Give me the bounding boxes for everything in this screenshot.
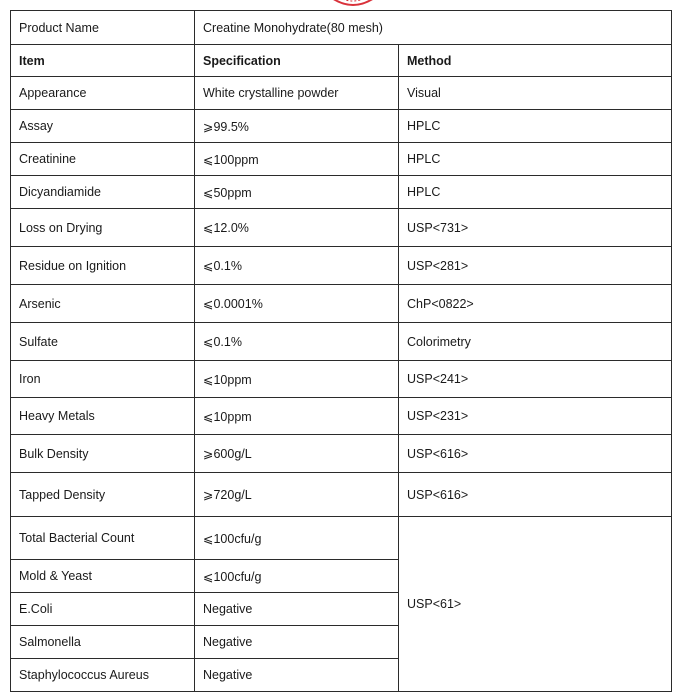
item-cell: Assay <box>11 110 195 143</box>
method-cell: HPLC <box>399 110 672 143</box>
method-cell: USP<281> <box>399 247 672 285</box>
item-cell: Loss on Drying <box>11 209 195 247</box>
item-cell: E.Coli <box>11 593 195 626</box>
table-row <box>11 517 672 560</box>
item-cell: Salmonella <box>11 626 195 659</box>
method-cell: USP<731> <box>399 209 672 247</box>
item-cell: Staphylococcus Aureus <box>11 659 195 692</box>
header-row <box>11 45 672 77</box>
item-cell: Bulk Density <box>11 435 195 473</box>
table-row <box>11 435 672 473</box>
header-specification: Specification <box>195 45 399 77</box>
spec-cell: ⩽0.1% <box>195 247 399 285</box>
spec-cell: ⩽10ppm <box>195 361 399 398</box>
spec-cell: ⩾720g/L <box>195 473 399 517</box>
spec-cell: ⩽100cfu/g <box>195 517 399 560</box>
item-cell: Heavy Metals <box>11 398 195 435</box>
method-cell: USP<241> <box>399 361 672 398</box>
item-cell: Tapped Density <box>11 473 195 517</box>
header-item: Item <box>11 45 195 77</box>
spec-cell: Negative <box>195 626 399 659</box>
table-row <box>11 209 672 247</box>
item-cell: Arsenic <box>11 285 195 323</box>
product-name-value: Creatine Monohydrate(80 mesh) <box>195 11 672 45</box>
item-cell: Residue on Ignition <box>11 247 195 285</box>
table-row <box>11 361 672 398</box>
spec-cell: Negative <box>195 593 399 626</box>
method-cell: USP<616> <box>399 473 672 517</box>
specification-table <box>10 10 672 692</box>
table-row <box>11 143 672 176</box>
header-method: Method <box>399 45 672 77</box>
spec-cell: ⩽12.0% <box>195 209 399 247</box>
table-row <box>11 77 672 110</box>
table-row <box>11 323 672 361</box>
item-cell: Total Bacterial Count <box>11 517 195 560</box>
spec-cell: ⩽10ppm <box>195 398 399 435</box>
table-row <box>11 398 672 435</box>
method-cell: USP<231> <box>399 398 672 435</box>
spec-cell: ⩽0.0001% <box>195 285 399 323</box>
method-cell: Visual <box>399 77 672 110</box>
method-cell: HPLC <box>399 143 672 176</box>
microbial-method-cell: USP<61> <box>399 517 672 692</box>
table-row <box>11 285 672 323</box>
spec-cell: ⩾99.5% <box>195 110 399 143</box>
product-name-label: Product Name <box>11 11 195 45</box>
table-row <box>11 473 672 517</box>
table-row <box>11 110 672 143</box>
method-cell: HPLC <box>399 176 672 209</box>
item-cell: Dicyandiamide <box>11 176 195 209</box>
spec-cell: White crystalline powder <box>195 77 399 110</box>
spec-cell: ⩽100ppm <box>195 143 399 176</box>
method-cell: Colorimetry <box>399 323 672 361</box>
item-cell: Creatinine <box>11 143 195 176</box>
method-cell: USP<616> <box>399 435 672 473</box>
spec-cell: ⩾600g/L <box>195 435 399 473</box>
method-cell: ChP<0822> <box>399 285 672 323</box>
spec-cell: ⩽50ppm <box>195 176 399 209</box>
item-cell: Appearance <box>11 77 195 110</box>
product-row <box>11 11 672 45</box>
table-row <box>11 176 672 209</box>
spec-cell: ⩽0.1% <box>195 323 399 361</box>
spec-cell: Negative <box>195 659 399 692</box>
item-cell: Iron <box>11 361 195 398</box>
spec-cell: ⩽100cfu/g <box>195 560 399 593</box>
item-cell: Sulfate <box>11 323 195 361</box>
table-row <box>11 247 672 285</box>
item-cell: Mold & Yeast <box>11 560 195 593</box>
